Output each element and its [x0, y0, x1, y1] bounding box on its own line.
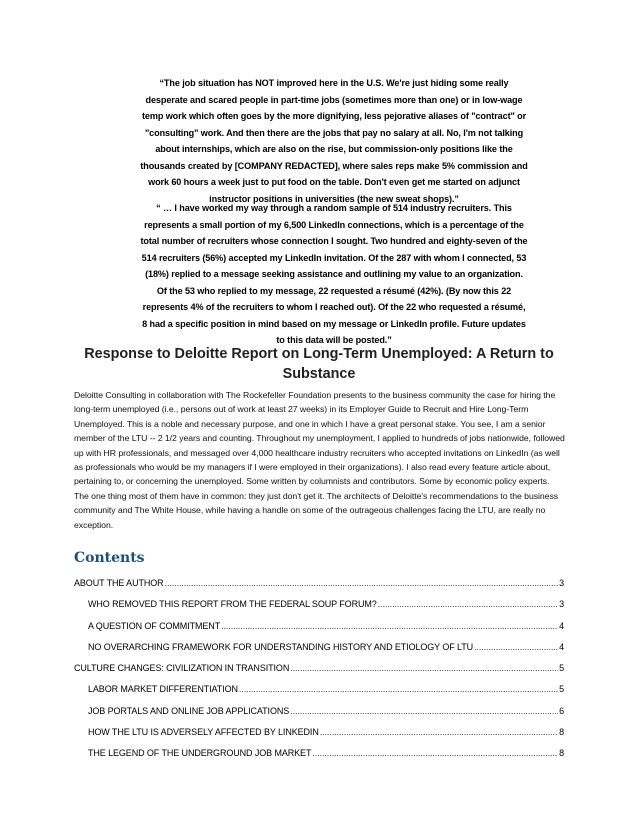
toc-entry-title: CULTURE CHANGES: CIVILIZATION IN TRANSITION: [74, 663, 290, 674]
contents-heading: Contents: [74, 550, 145, 566]
toc-leader-dots: [474, 642, 558, 652]
toc-leader-dots: [221, 621, 558, 631]
toc-entry-title: LABOR MARKET DIFFERENTIATION: [88, 684, 238, 695]
intro-paragraph: Deloitte Consulting in collaboration with The Rockefeller Foundation presents to the business community the case for hiring the long-term unemployed (i.e., persons out of work at least 27 weeks) in its Employer Guide to Recruit and Hire Long-Term Unemployed. This is a noble and necessary purpose, and one in which I have a great personal stake. You see, I am a senior member of the LTU -- 2 1/2 years and counting. Throughout my unemployment, I applied to hundreds of jobs nationwide, followed up with HR professionals, and messaged over 4,000 healthcare industry recruiters who accepted invitations on LinkedIn (as well as professionals who would be my managers if I were employed in their organizations). I also read every feature article about, pertaining to, or concerning the unemployed. Some written by columnists and contributors. Some by economic policy experts. The one thing most of them have in common: they just don't get it. The architects of Deloitte's recommendations to the business community and The White House, while having a handle on some of the outrageous challenges facing the LTU, are really no exception.: [74, 390, 565, 530]
toc-entry-title: HOW THE LTU IS ADVERSELY AFFECTED BY LINKEDIN: [88, 727, 319, 738]
toc-entry-page: 5: [559, 684, 564, 695]
toc-entry[interactable]: [74, 684, 564, 705]
toc-entry-title: ABOUT THE AUTHOR: [74, 578, 164, 588]
toc-entry-page: 6: [559, 705, 564, 716]
document-title: Response to Deloitte Report on Long-Term Unemployed: A Return to Substance: [84, 346, 554, 382]
toc-entry-page: 4: [559, 641, 564, 652]
toc-entry[interactable]: [74, 578, 564, 599]
toc-entry-title: WHO REMOVED THIS REPORT FROM THE FEDERAL SOUP FORUM?: [88, 599, 377, 610]
toc-entry-title: NO OVERARCHING FRAMEWORK FOR UNDERSTANDING HISTORY AND ETIOLOGY OF LTU: [88, 641, 474, 652]
toc-entry-page: 4: [559, 620, 564, 631]
toc-entry[interactable]: [74, 621, 564, 642]
toc-entry[interactable]: [74, 748, 564, 769]
toc-entry-page: 8: [559, 727, 564, 738]
toc-entry-page: 3: [559, 599, 564, 610]
toc-leader-dots: [239, 684, 558, 694]
toc-entry-title: A QUESTION OF COMMITMENT: [88, 620, 221, 631]
toc-entry-page: 3: [559, 578, 564, 588]
opening-quote-2: “ … I have worked my way through a random sample of 514 industry recruiters. This represents a small portion of my 6,500 LinkedIn connections, which is a percentage of the total number of recruiters whose connection I sought. Two hundred and eighty-seven of the 514 recruiters (56%) accepted my LinkedIn invitation. Of the 287 with whom I connected, 53 (18%) replied to a message seeking assistance and outlining my value to an organization. Of the 53 who replied to my message, 22 requested a résumé (42%). (By now this 22 represents 4% of the recruiters to whom I reached out). Of the 22 who requested a résumé, 8 had a specific position in mind based on my message or LinkedIn profile. Future updates to this data will be posted.”: [140, 203, 528, 345]
toc-entry-page: 5: [559, 663, 564, 674]
toc-leader-dots: [290, 706, 558, 716]
table-of-contents: [74, 578, 564, 770]
toc-entry[interactable]: [74, 727, 564, 748]
toc-entry-title: THE LEGEND OF THE UNDERGROUND JOB MARKET: [88, 748, 312, 759]
toc-entry[interactable]: [74, 663, 564, 684]
toc-entry-title: JOB PORTALS AND ONLINE JOB APPLICATIONS: [88, 705, 290, 716]
toc-leader-dots: [312, 748, 558, 758]
opening-quote-1: “The job situation has NOT improved here in the U.S. We're just hiding some really desperate and scared people in part-time jobs (sometimes more than one) or in low-wage temp work which often goes by the more dignifying, less pejorative aliases of "contract" or "consulting" work. And then there are the jobs that pay no salary at all. No, I'm not talking about internships, which are also on the rise, but commission-only positions like the thousands created by [COMPANY REDACTED], where sales reps make 5% commission and work 60 hours a week just to put food on the table. Don't even get me started on adjunct instructor positions in universities (the new sweat shops).”: [140, 78, 528, 204]
toc-entry[interactable]: [74, 642, 564, 663]
toc-entry-page: 8: [559, 748, 564, 759]
toc-entry[interactable]: [74, 599, 564, 620]
toc-leader-dots: [378, 599, 558, 609]
toc-entry[interactable]: [74, 706, 564, 727]
toc-leader-dots: [320, 727, 558, 737]
toc-leader-dots: [165, 578, 559, 588]
toc-leader-dots: [290, 663, 558, 673]
